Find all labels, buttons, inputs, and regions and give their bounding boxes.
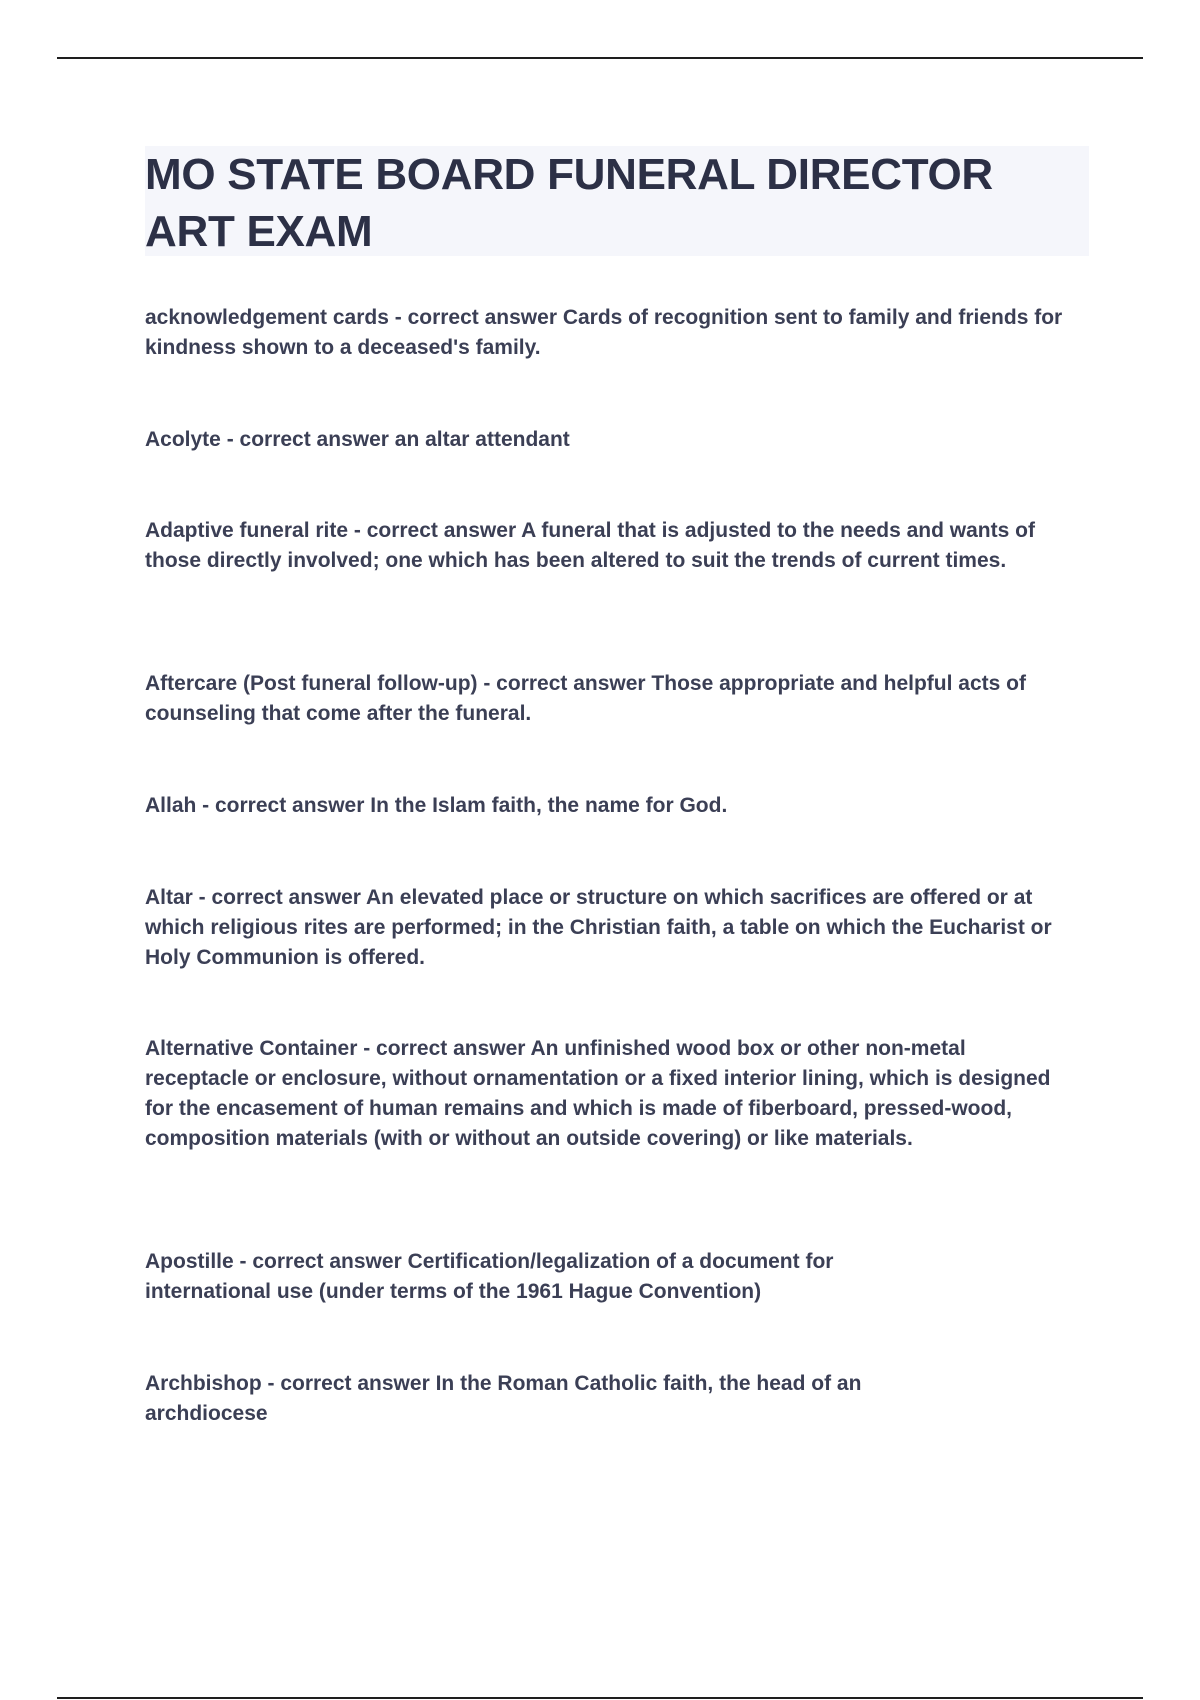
document-title: MO STATE BOARD FUNERAL DIRECTOR ART EXAM [145,150,993,256]
entry-altar: Altar - correct answer An elevated place or structure on which sacrifices are offered or at which religious rites are performed; in the Christian faith, a table on which the Eucharist or Holy Communion is offered. [145,886,1052,969]
entry-acolyte: Acolyte - correct answer an altar attendant [145,428,570,451]
entry-adaptive-funeral-rite: Adaptive funeral rite - correct answer A funeral that is adjusted to the needs and wants of those directly involved; one which has been altered to suit the trends of current times. [145,519,1035,572]
entry-allah: Allah - correct answer In the Islam faith, the name for God. [145,794,728,817]
entry-apostille: Apostille - correct answer Certification/legalization of a document for international use (under terms of the 1961 Hague Convention) [145,1250,834,1303]
top-rule [57,57,1143,59]
entry-acknowledgement-cards: acknowledgement cards - correct answer Cards of recognition sent to family and friends for kindness shown to a deceased's family. [145,306,1063,359]
entry-archbishop: Archbishop - correct answer In the Roman Catholic faith, the head of an archdiocese [145,1372,862,1425]
bottom-rule [57,1697,1143,1699]
title-block [145,146,1089,256]
entry-alternative-container: Alternative Container - correct answer An unfinished wood box or other non-metal receptacle or enclosure, without ornamentation or a fixed interior lining, which is designed for the encasement of human remains and which is made of fiberboard, pressed-wood, composition materials (with or without an outside covering) or like materials. [145,1037,1051,1150]
entry-aftercare: Aftercare (Post funeral follow-up) - correct answer Those appropriate and helpful acts of counseling that come after the funeral. [145,672,1026,725]
